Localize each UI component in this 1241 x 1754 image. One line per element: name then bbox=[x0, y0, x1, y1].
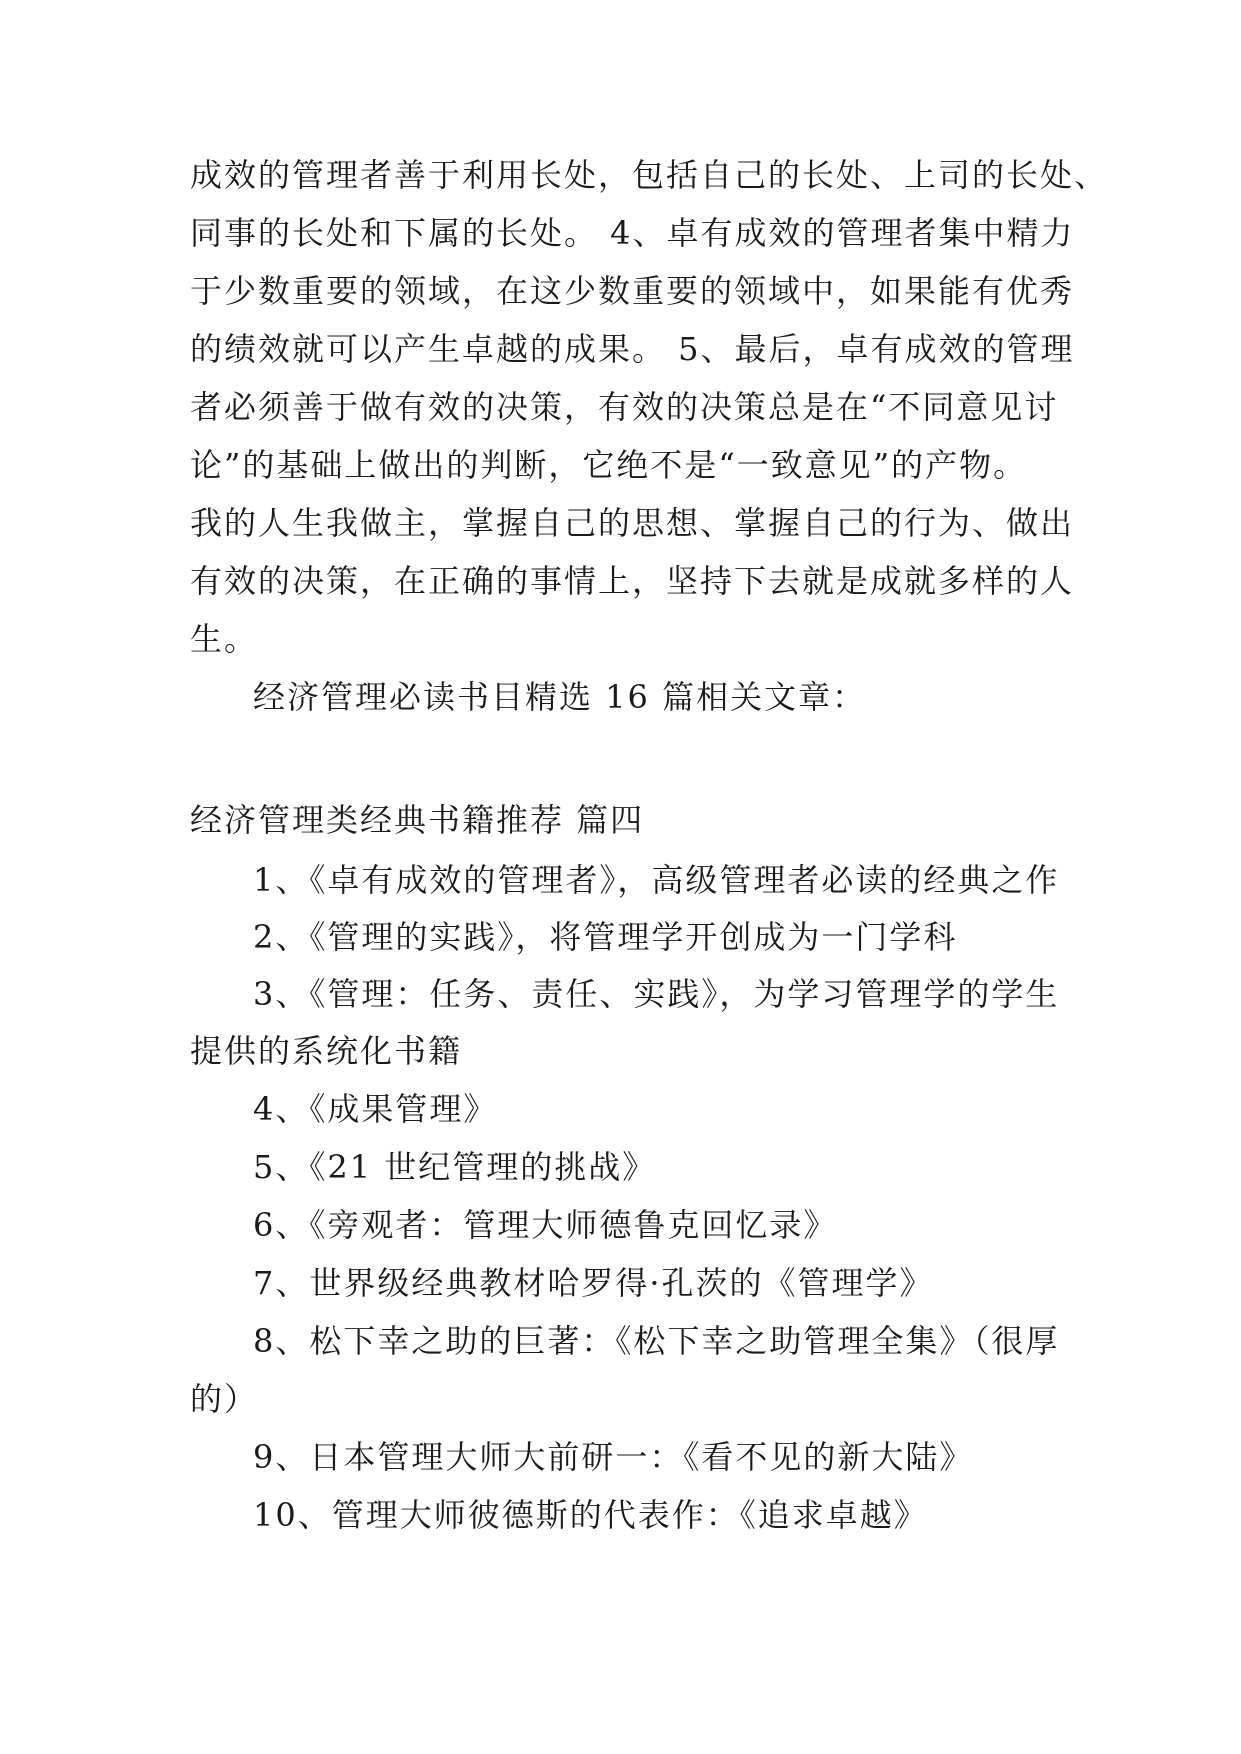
list-item: 7、世界级经典教材哈罗得·孔茨的《管理学》 bbox=[253, 1264, 934, 1302]
list-item: 4、《成果管理》 bbox=[253, 1090, 498, 1128]
paragraph-line: 成效的管理者善于利用长处，包括自己的长处、上司的长处、 bbox=[190, 156, 1109, 194]
paragraph-line: 我的人生我做主，掌握自己的思想、掌握自己的行为、做出 bbox=[190, 504, 1075, 542]
paragraph-line: 者必须善于做有效的决策，有效的决策总是在“不同意见讨 bbox=[190, 388, 1059, 426]
list-item: 8、松下幸之助的巨著：《松下幸之助管理全集》（很厚 bbox=[253, 1322, 1060, 1360]
paragraph-line: 的绩效就可以产生卓越的成果。 5、最后，卓有成效的管理 bbox=[190, 330, 1075, 368]
list-item: 2、《管理的实践》，将管理学开创成为一门学科 bbox=[253, 918, 958, 956]
paragraph-line: 生。 bbox=[190, 620, 259, 658]
list-item: 6、《旁观者：管理大师德鲁克回忆录》 bbox=[253, 1206, 838, 1244]
paragraph-line: 有效的决策，在正确的事情上，坚持下去就是成就多样的人 bbox=[190, 562, 1075, 600]
paragraph-line: 同事的长处和下属的长处。 4、卓有成效的管理者集中精力 bbox=[190, 214, 1075, 252]
list-item: 10、管理大师彼德斯的代表作：《追求卓越》 bbox=[253, 1496, 928, 1534]
list-item: 3、《管理：任务、责任、实践》，为学习管理学的学生 bbox=[253, 975, 1060, 1013]
related-articles-text: 经济管理必读书目精选 16 篇相关文章： bbox=[253, 678, 867, 716]
section-title: 经济管理类经典书籍推荐 篇四 bbox=[190, 801, 645, 839]
list-item: 1、《卓有成效的管理者》，高级管理者必读的经典之作 bbox=[253, 861, 1060, 899]
paragraph-line: 于少数重要的领域，在这少数重要的领域中，如果能有优秀 bbox=[190, 272, 1075, 310]
list-item-continuation: 的） bbox=[190, 1380, 259, 1418]
list-item: 5、《21 世纪管理的挑战》 bbox=[253, 1148, 657, 1186]
paragraph-line: 论”的基础上做出的判断，它绝不是“一致意见”的产物。 bbox=[190, 446, 1028, 484]
list-item-continuation: 提供的系统化书籍 bbox=[190, 1032, 463, 1070]
list-item: 9、日本管理大师大前研一：《看不见的新大陆》 bbox=[253, 1438, 974, 1476]
